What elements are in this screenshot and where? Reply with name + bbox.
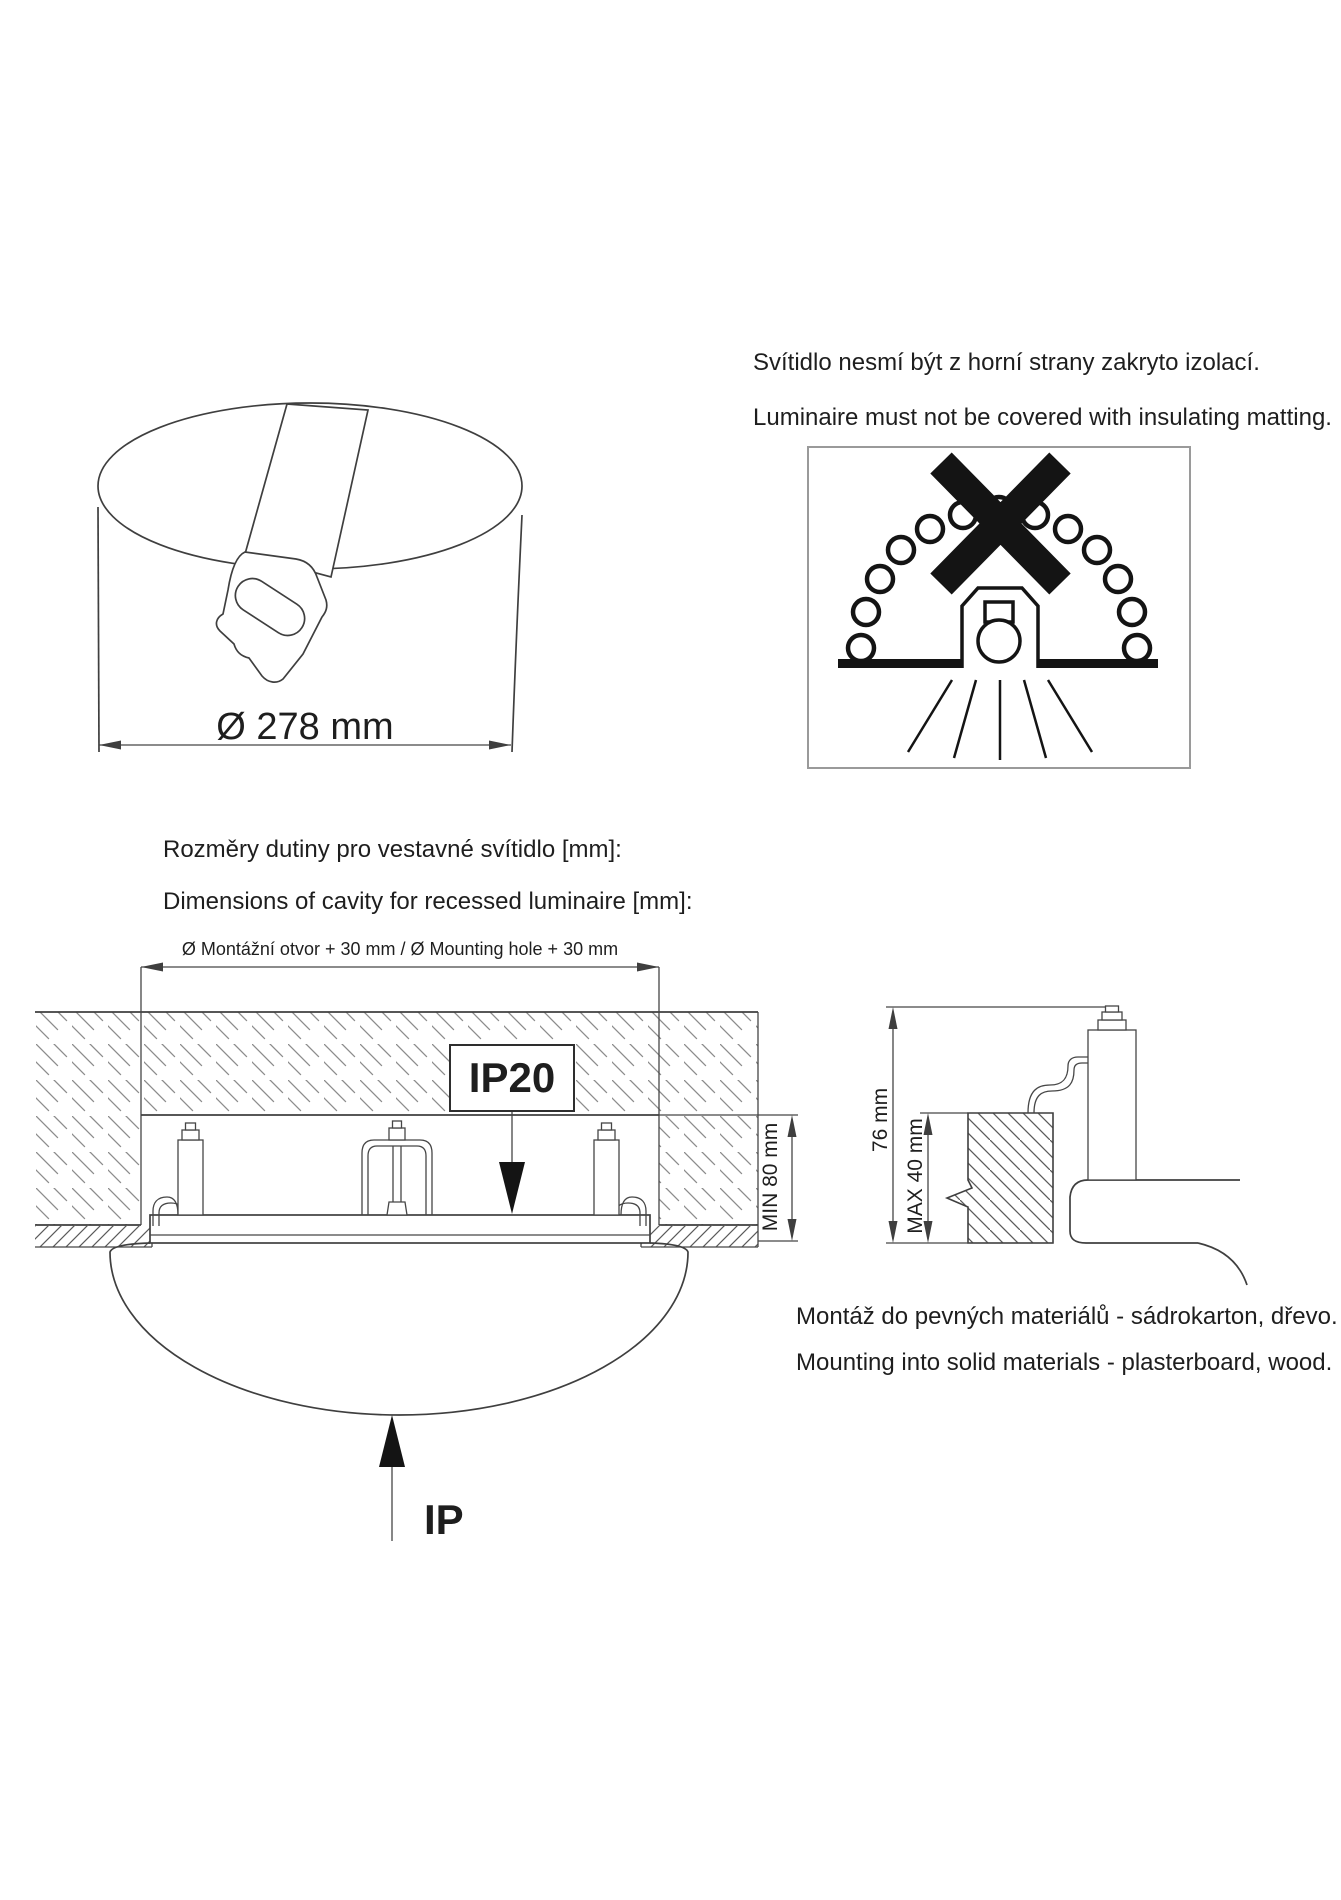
luminaire-3d-drawing: [98, 403, 522, 752]
detail-spring-clip: [1028, 1057, 1088, 1113]
total-height-label: 76 mm: [869, 1087, 892, 1153]
ip-label: IP: [424, 1496, 464, 1543]
ceiling-line-right: [1025, 659, 1158, 668]
luminaire-flange: [150, 1215, 650, 1243]
no-insulation-icon: [808, 447, 1190, 768]
detail-dome-edge: [1198, 1243, 1247, 1285]
min-depth-label: MIN 80 mm: [759, 1122, 782, 1232]
mounting-note-cs: Montáž do pevných materiálů - sádrokarton, dřevo.: [796, 1303, 1338, 1330]
cavity-title-en: Dimensions of cavity for recessed luminaire [mm]:: [163, 888, 693, 915]
side-mounting-detail-drawing: [886, 1006, 1247, 1285]
mounting-board: [947, 1113, 1053, 1243]
dome-diffuser: [110, 1243, 688, 1415]
cavity-cross-section-drawing: [35, 963, 798, 1542]
lamp-bulb: [978, 620, 1020, 662]
max-board-label: MAX 40 mm: [904, 1118, 927, 1234]
ceiling-slab-hatch: [35, 1012, 758, 1225]
mounting-strap: [245, 404, 368, 577]
ip20-pointer-arrow-icon: [499, 1112, 525, 1214]
ip-pointer-arrow-icon: [379, 1415, 405, 1541]
cavity-title-cs: Rozměry dutiny pro vestavné svítidlo [mm]:: [163, 836, 622, 863]
insulation-warning-en: Luminaire must not be covered with insulating matting.: [753, 404, 1332, 431]
ip-rating-badge: IP20: [449, 1044, 575, 1112]
ceiling-line-left: [838, 659, 968, 668]
mounting-post-right: [594, 1123, 619, 1215]
hole-dimension-label: Ø Montážní otvor + 30 mm / Ø Mounting hole + 30 mm: [181, 939, 619, 959]
insulation-warning-cs: Svítidlo nesmí být z horní strany zakryto izolací.: [753, 349, 1260, 376]
center-bracket: [362, 1121, 432, 1215]
mounting-post-left: [178, 1123, 203, 1215]
mounting-note-en: Mounting into solid materials - plasterboard, wood.: [796, 1349, 1333, 1376]
luminaire-right-side: [512, 515, 522, 752]
diameter-dimension-label: Ø 278 mm: [216, 706, 394, 748]
detail-mounting-post: [1088, 1006, 1136, 1180]
